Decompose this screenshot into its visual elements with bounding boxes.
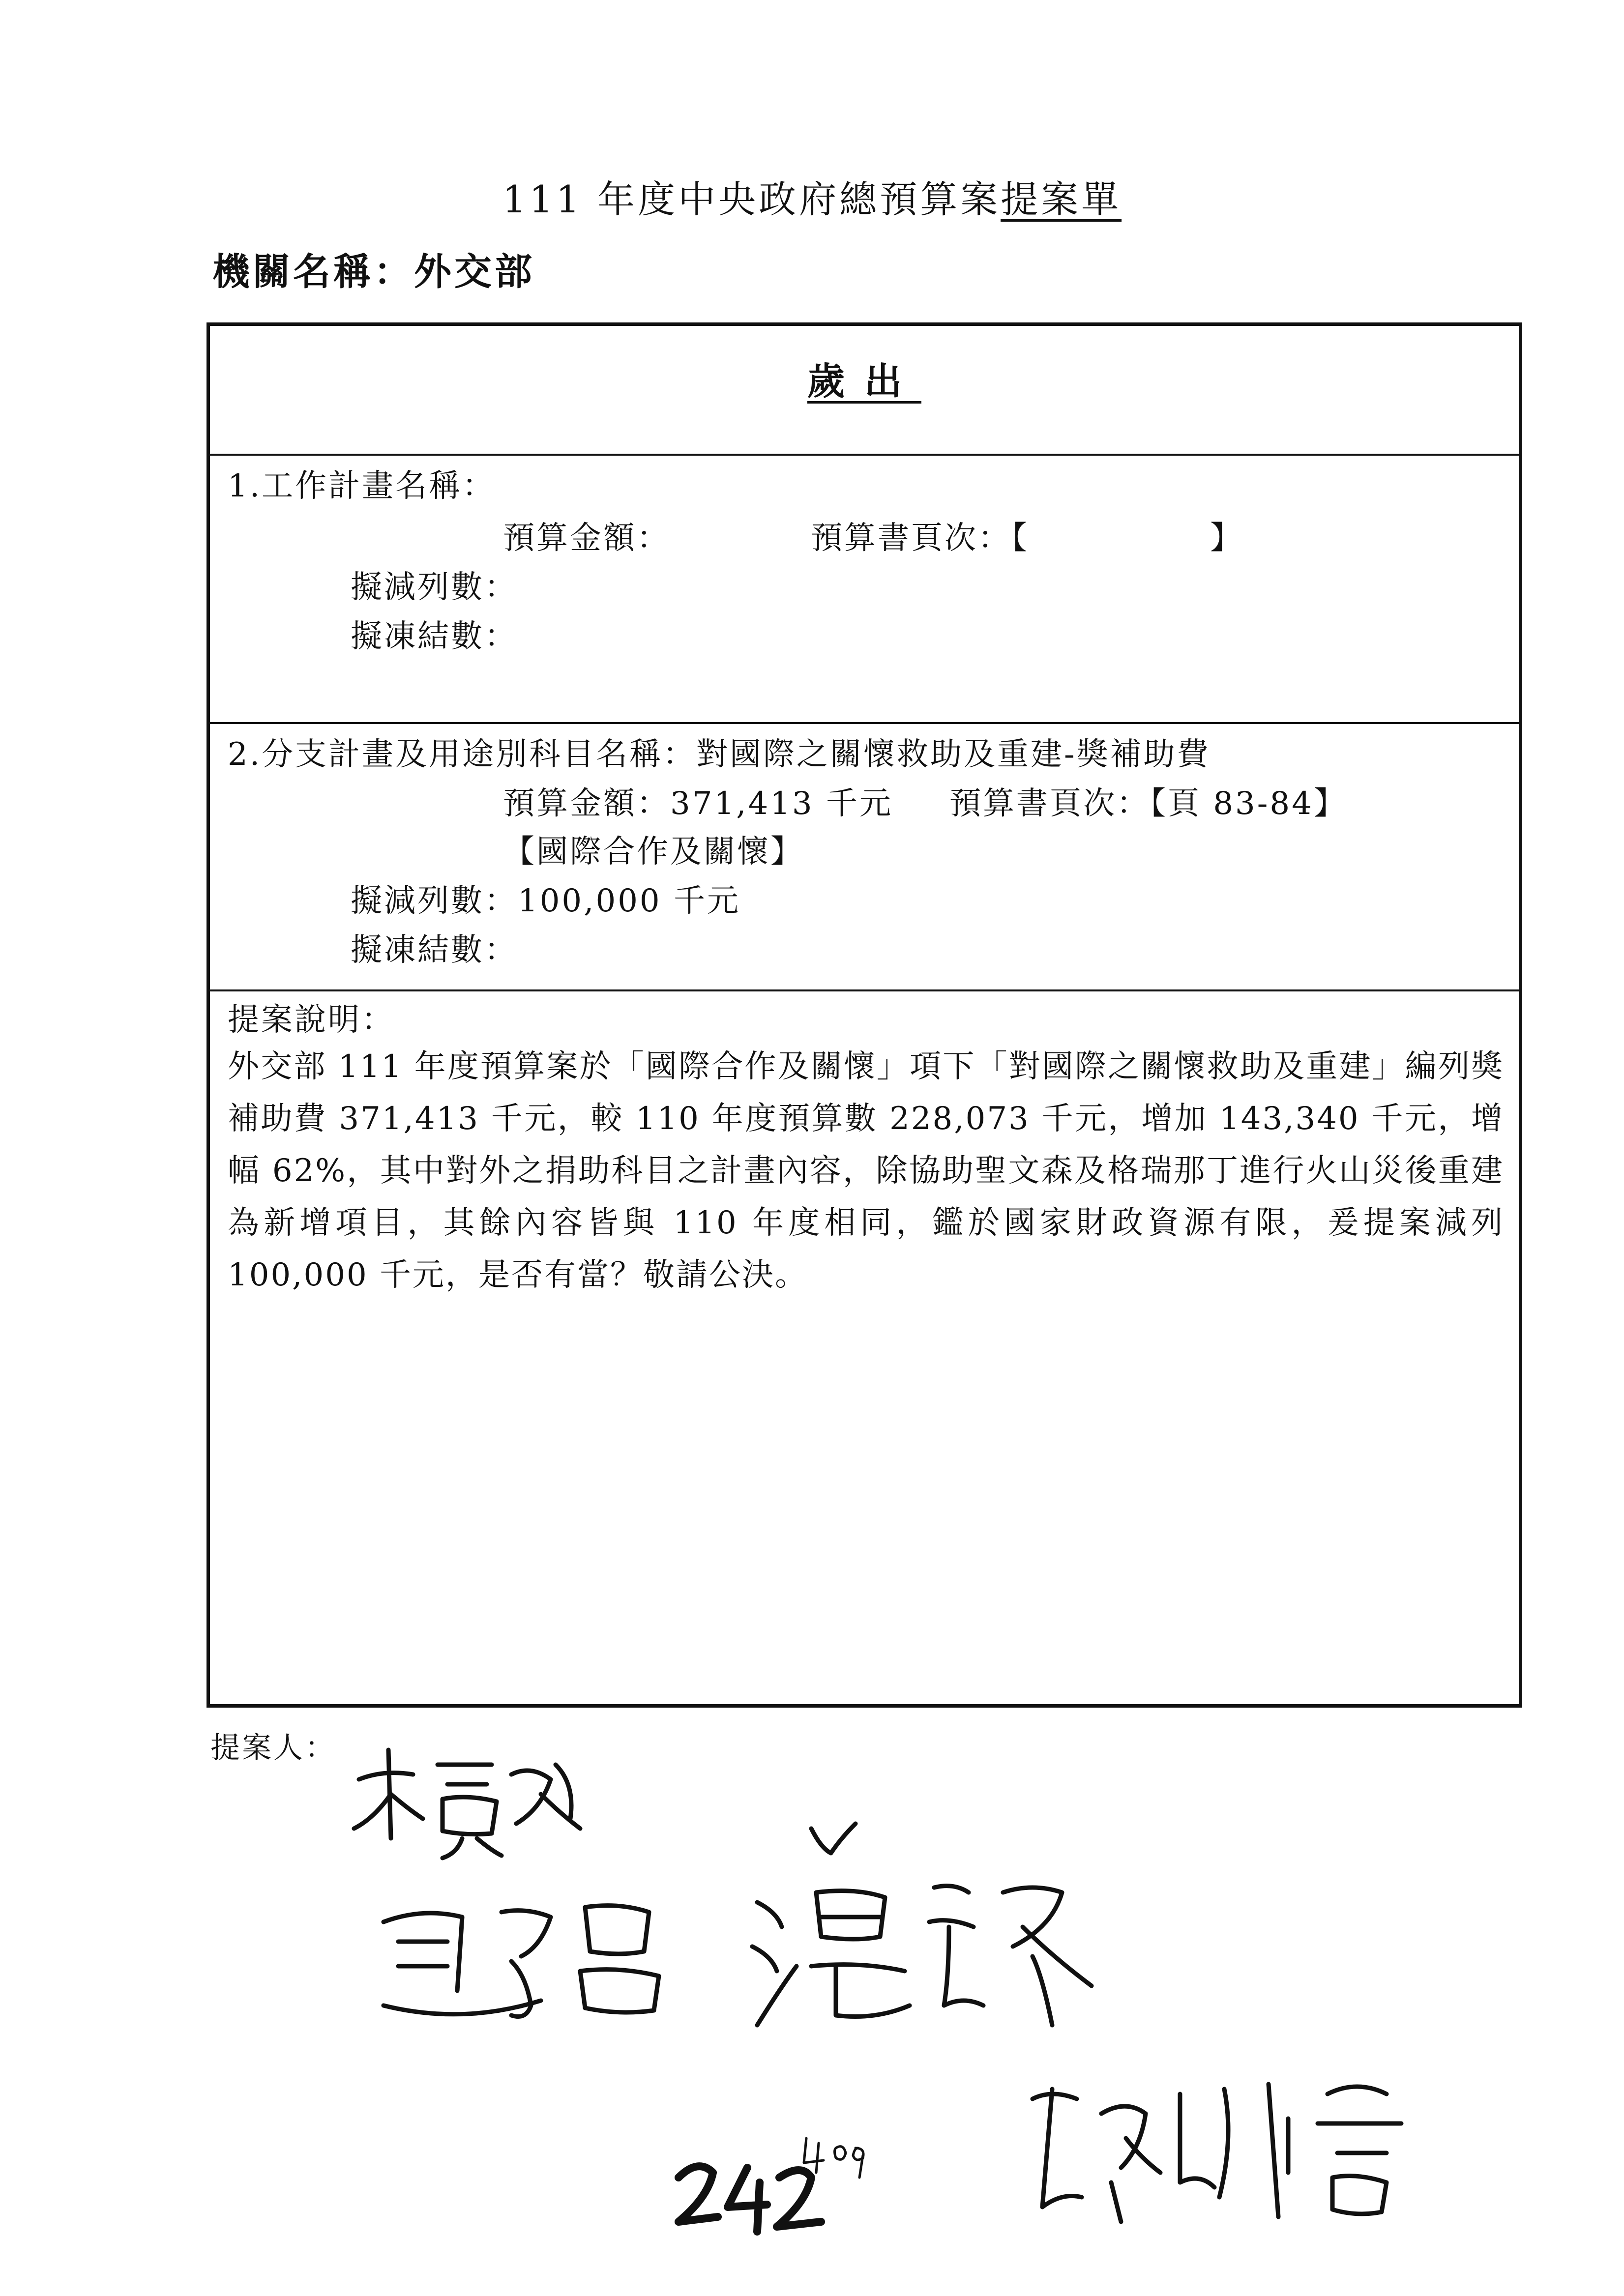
proposal-form (207, 322, 1522, 1708)
item-2-freeze-label: 擬凍結數： (351, 932, 518, 968)
signature-3 (738, 1819, 1106, 2035)
item-1-budget-label: 預算金額： (503, 520, 670, 556)
agency-label: 機關名稱： (212, 250, 414, 293)
item-1-block (210, 454, 1519, 724)
signature-4 (1013, 2060, 1446, 2227)
section-header-label: 歲出 (807, 359, 921, 403)
title-main: 111 年度中央政府總預算案 (502, 177, 1001, 221)
item-1-heading: 1.工作計畫名稱： (228, 468, 496, 504)
explanation-text: 外交部 111 年度預算案於「國際合作及關懷」項下「對國際之關懷救助及重建」編列獎補助費 371,413 千元，較 110 年度預算數 228,073 千元，增加 143,340 千元，增幅 62%，其中對外之捐助科目之計畫內容，除協助聖文森及格瑞那丁進行火山災後重建為新增項目，其餘內容皆與 110 年度相同，鑑於國家財政資源有限，爰提案減列 100,000 千元，是否有當？敬請公決。 (228, 1048, 1504, 1293)
item-1-page-close: 】 (1210, 520, 1243, 556)
explanation-block (210, 991, 1519, 1704)
item-2-block (210, 724, 1519, 991)
item-2-cut-line: 擬減列數：100,000 千元 (351, 883, 740, 919)
page-number-242 (669, 2148, 826, 2246)
item-1-cut-label: 擬減列數： (351, 569, 518, 606)
item-2-budget-line: 預算金額：371,413 千元 (503, 785, 893, 822)
item-1-page-label: 預算書頁次：【 (811, 520, 1029, 556)
item-1-freeze-label: 擬凍結數： (351, 618, 518, 655)
document-title (0, 170, 1624, 223)
agency-line (212, 242, 535, 295)
explanation-heading: 提案說明： (228, 1002, 395, 1038)
item-2-category: 【國際合作及關懷】 (503, 834, 804, 870)
signature-2 (364, 1878, 718, 2040)
title-underlined: 提案單 (1001, 177, 1122, 221)
item-2-page-line: 預算書頁次：【頁 83-84】 (949, 785, 1347, 822)
section-header (210, 326, 1519, 456)
proposer-label: 提案人： (210, 1731, 336, 1765)
item-2-heading: 2.分支計畫及用途別科目名稱：對國際之關懷救助及重建-獎補助費 (228, 736, 1211, 773)
signature-1 (344, 1735, 590, 1863)
agency-name: 外交部 (414, 250, 535, 293)
